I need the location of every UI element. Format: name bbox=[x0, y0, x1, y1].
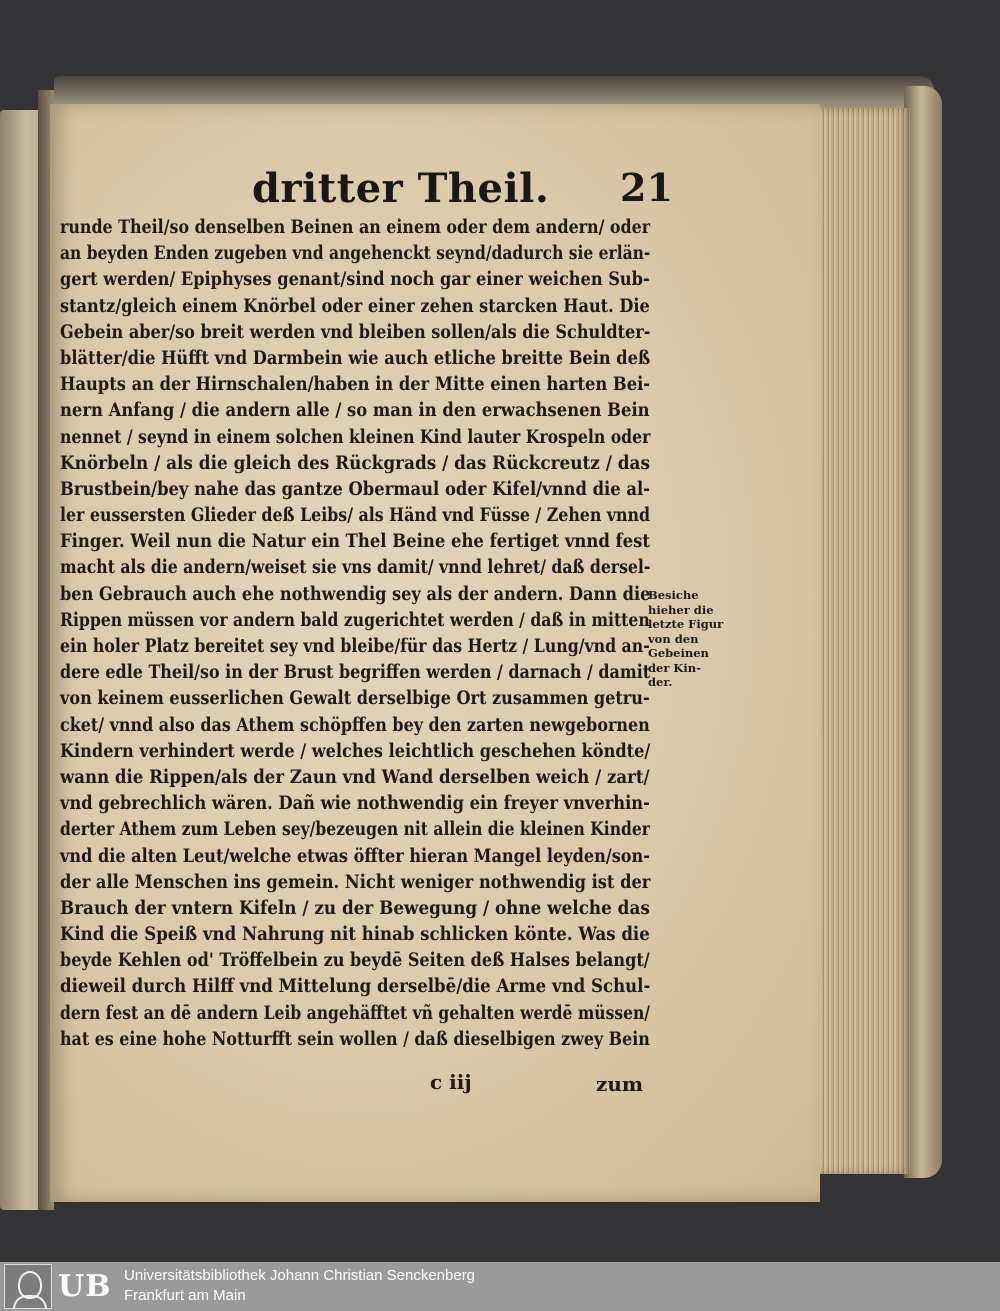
text-line: ein holer Platz bereitet sey vnd bleibe/für das Hertz / Lung/vnd an- bbox=[60, 635, 650, 657]
library-logo[interactable] bbox=[4, 1265, 114, 1308]
text-line: cket/ vnnd also das Athem schöpffen bey den zarten newgebornen bbox=[60, 713, 650, 736]
margin-note-line: der Kin- bbox=[648, 660, 701, 675]
text-line: blätter/die Hüfft vnd Darmbein wie auch etliche breitte Bein deß bbox=[60, 346, 651, 369]
text-line: Knörbeln / als die gleich des Rückgrads / das Rückcreutz / das bbox=[60, 451, 650, 474]
portrait-icon bbox=[4, 1264, 52, 1309]
institution-city: Frankfurt am Main bbox=[124, 1287, 246, 1304]
text-line: wann die Rippen/als der Zaun vnd Wand derselben weich / zart/ bbox=[60, 765, 650, 788]
text-line: nern Anfang / die andern alle / so man in den erwachsenen Bein bbox=[60, 399, 650, 422]
text-line: Haupts an der Hirnschalen/haben in der Mitte einen harten Bei- bbox=[60, 373, 651, 396]
margin-note-line: der. bbox=[648, 675, 673, 689]
signature-mark: c iij bbox=[430, 1070, 472, 1094]
text-line: stantz/gleich einem Knörbel oder einer zehen starcken Haut. Die bbox=[60, 294, 650, 317]
margin-note-line: Gebeinen bbox=[648, 646, 709, 660]
text-line: Gebein aber/so breit werden vnd bleiben sollen/als die Schuldter- bbox=[60, 320, 651, 343]
text-line: an beyden Enden zugeben vnd angehenckt seynd/dadurch sie erlän- bbox=[60, 242, 651, 265]
text-line: hat es eine hohe Notturfft sein wollen / daß dieselbigen zwey Bein bbox=[60, 1027, 650, 1050]
margin-note-line: von den bbox=[648, 631, 699, 646]
margin-note-line: hieher die bbox=[648, 602, 714, 617]
text-line: Brustbein/bey nahe das gantze Obermaul oder Kifel/vnnd die al- bbox=[60, 477, 650, 500]
text-line: Brauch der vntern Kifeln / zu der Bewegung / ohne welche das bbox=[60, 896, 650, 919]
text-line: Finger. Weil nun die Natur ein Thel Beine ehe fertiget vnnd fest bbox=[60, 530, 650, 553]
text-line: derter Athem zum Leben sey/bezeugen nit allein die kleinen Kinder bbox=[60, 818, 650, 841]
text-line: dieweil durch Hilff vnd Mittelung derselbē/die Arme vnd Schul- bbox=[60, 975, 651, 998]
logo-text: UB bbox=[58, 1269, 112, 1304]
text-line: ben Gebrauch auch ehe nothwendig sey als der andern. Dann die bbox=[60, 582, 651, 605]
margin-note-line: letzte Figur bbox=[648, 617, 724, 631]
body-text bbox=[60, 214, 650, 1052]
running-head: dritter Theil. bbox=[252, 165, 550, 212]
text-line: vnd die alten Leut/welche etwas öffter hieran Mangel leyden/son- bbox=[60, 844, 650, 867]
text-line: runde Theil/so denselben Beinen an einem oder dem andern/ oder bbox=[60, 216, 651, 238]
text-line: der alle Menschen ins gemein. Nicht weniger nothwendig ist der bbox=[60, 870, 651, 893]
text-line: dern fest an dē andern Leib angehäfftet vñ gehalten werdē müssen/ bbox=[60, 1001, 650, 1024]
text-line: dere edle Theil/so in der Brust begriffen werden / darnach / damit bbox=[60, 661, 651, 684]
text-line: macht als die andern/weiset sie vns damit/ vnnd lehret/ daß dersel- bbox=[60, 556, 651, 579]
library-footer bbox=[0, 1262, 1000, 1311]
page-number: 21 bbox=[620, 165, 673, 210]
text-line: von keinem eusserlichen Gewalt derselbige Ort zusammen getru- bbox=[60, 687, 650, 710]
margin-note bbox=[648, 588, 738, 690]
page-edges bbox=[806, 108, 910, 1174]
text-line: beyde Kehlen od' Tröffelbein zu beydē Seiten deß Halses belangt/ bbox=[60, 949, 650, 972]
catchword: zum bbox=[596, 1072, 644, 1096]
text-line: Kindern verhindert werde / welches leichtlich geschehen köndte/ bbox=[60, 739, 651, 762]
text-line: Kind die Speiß vnd Nahrung nit hinab schlicken könte. Was die bbox=[60, 923, 650, 946]
margin-note-line: Besiche bbox=[648, 588, 699, 602]
text-line: ler eussersten Glieder deß Leibs/ als Händ vnd Füsse / Zehen vnnd bbox=[60, 504, 651, 527]
text-line: gert werden/ Epiphyses genant/sind noch gar einer weichen Sub- bbox=[60, 268, 650, 291]
text-line: vnd gebrechlich wären. Dañ wie nothwendig ein freyer vnverhin- bbox=[60, 792, 650, 815]
institution-name: Universitätsbibliothek Johann Christian Senckenberg bbox=[124, 1267, 476, 1284]
text-line: Rippen müssen vor andern bald zugerichtet werden / daß in mitten bbox=[60, 608, 650, 631]
text-line: nennet / seynd in einem solchen kleinen Kind lauter Krospeln oder bbox=[60, 425, 651, 448]
